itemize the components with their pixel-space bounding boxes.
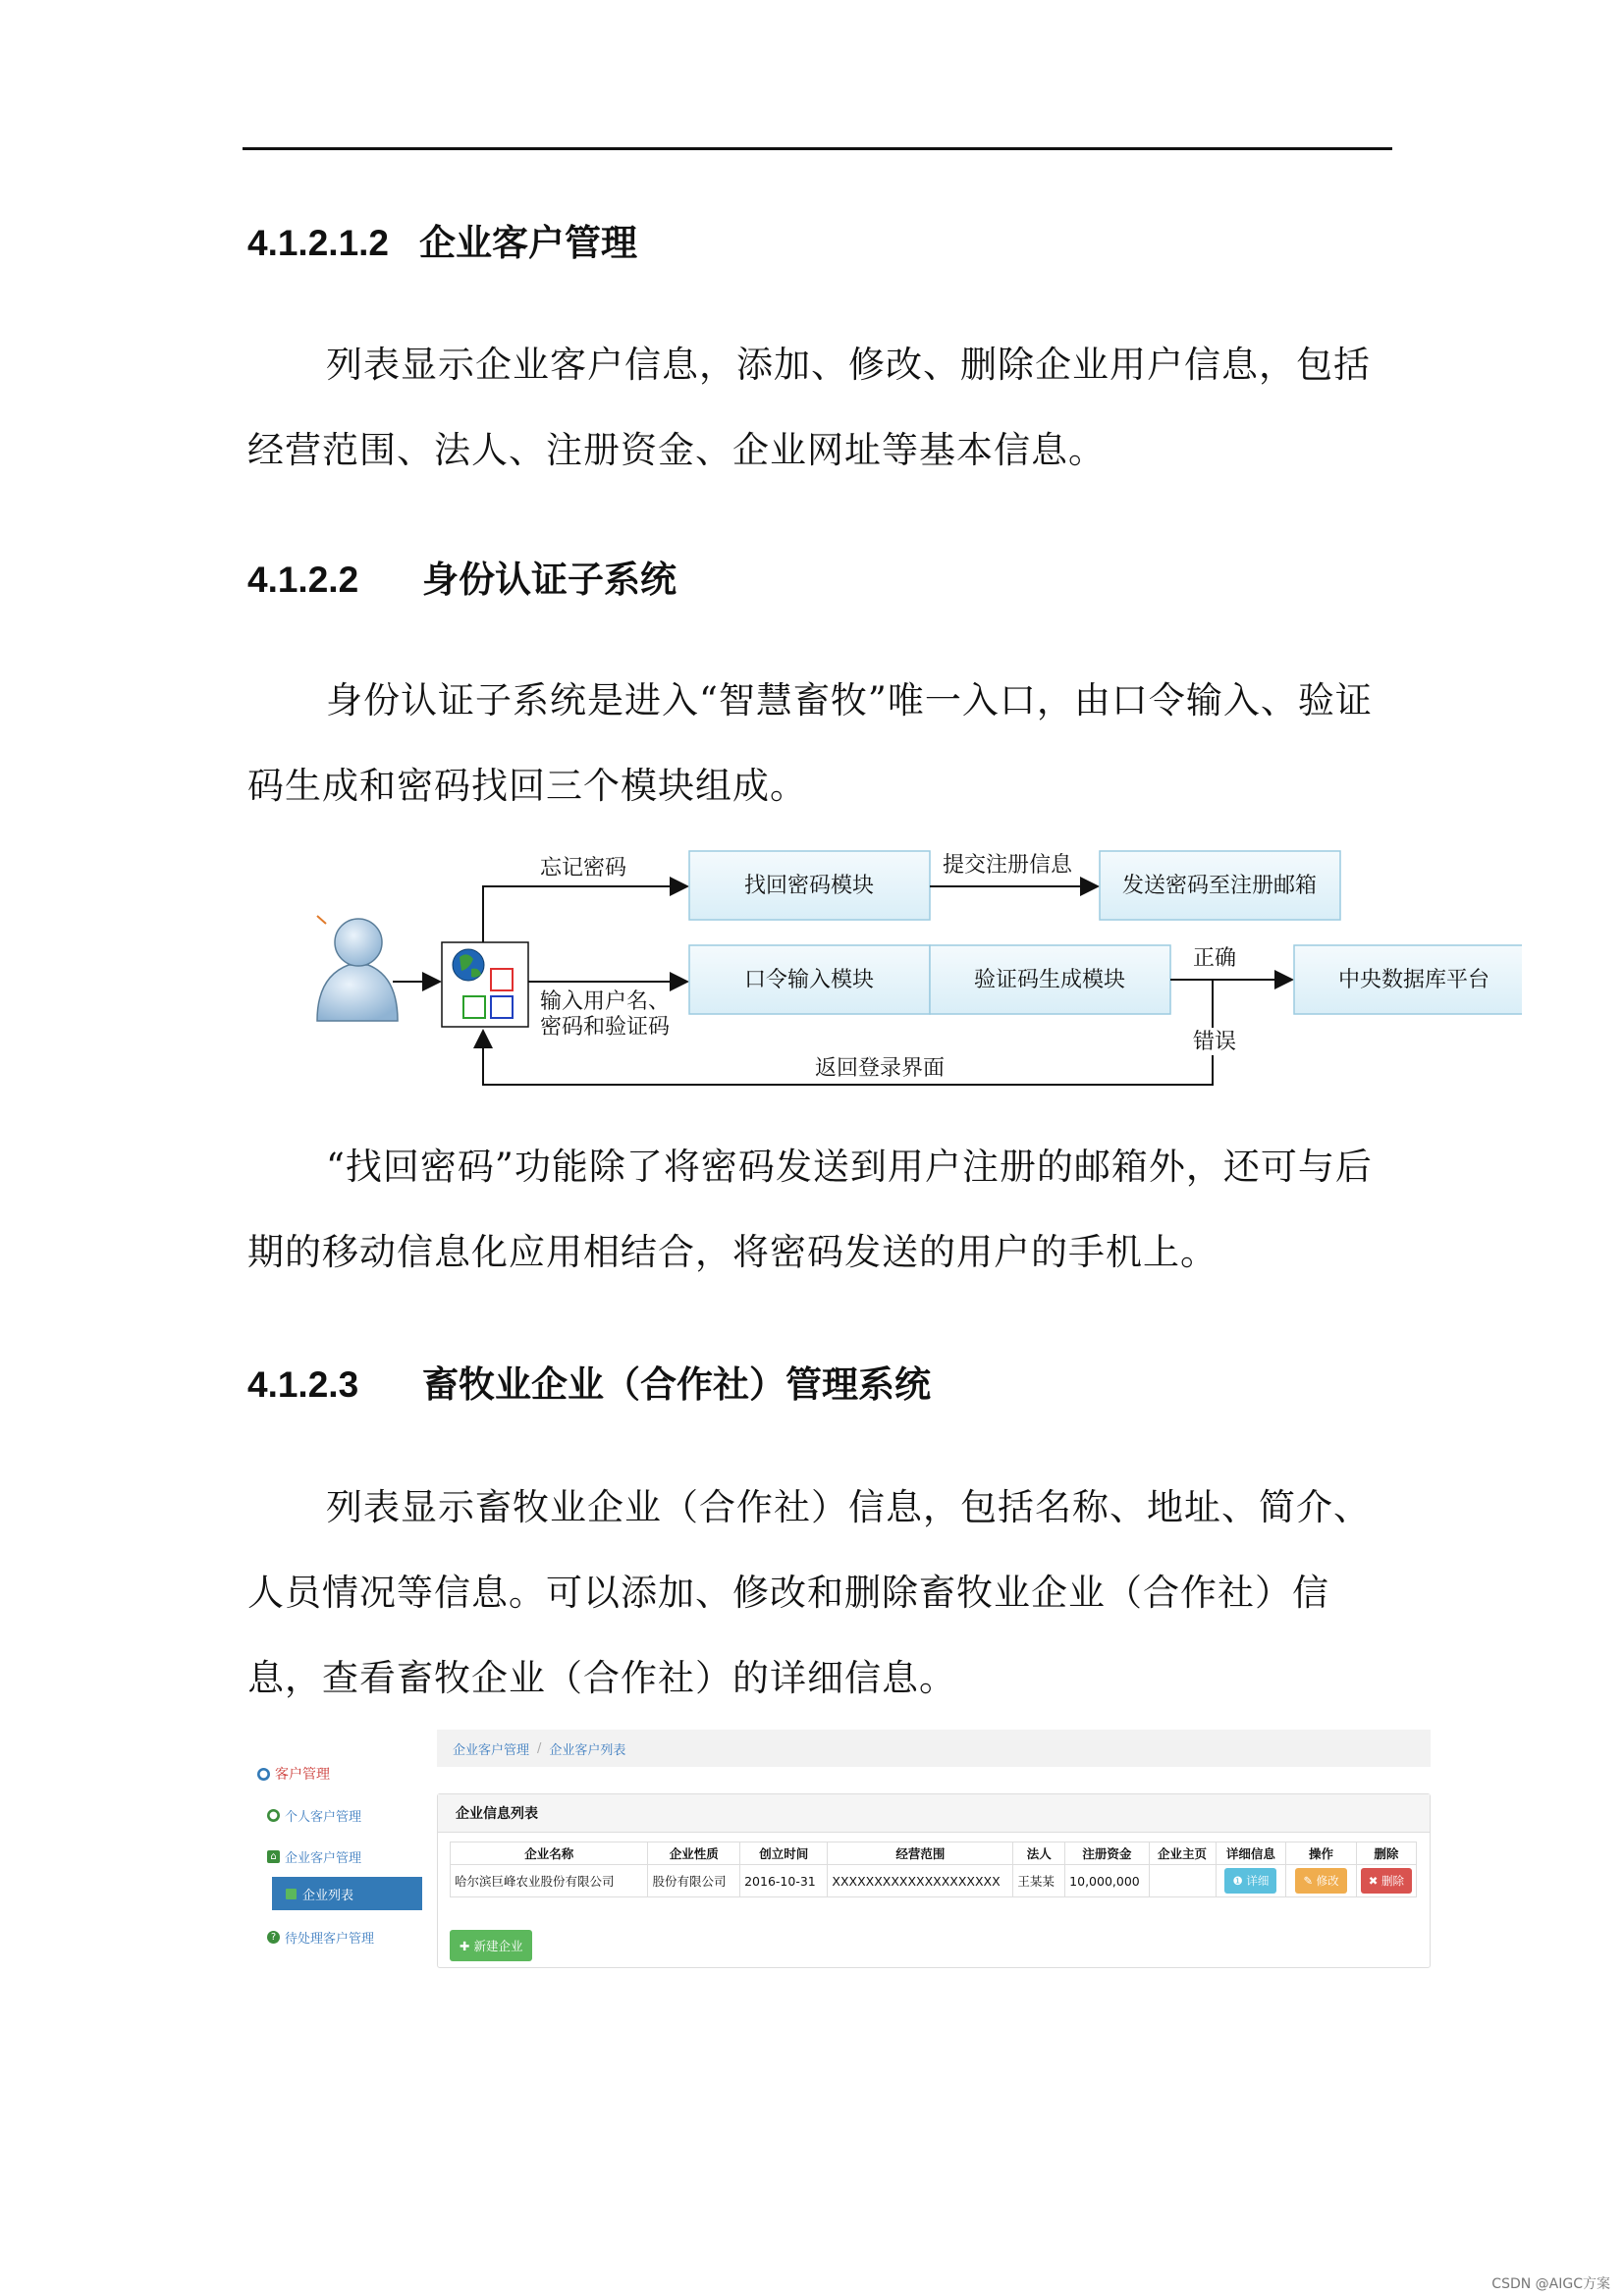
- footer-watermark: CSDN @AIGC方案: [1491, 2276, 1610, 2292]
- enterprise-management-screenshot: [247, 1730, 1431, 1970]
- sidebar-item-personal-customers[interactable]: ● 个人客户管理: [267, 1806, 361, 1825]
- question-icon: ?: [267, 1931, 280, 1944]
- cell-delete: [1356, 1865, 1416, 1897]
- enterprise-table: [450, 1842, 1417, 1897]
- paragraph-recover-password: “找回密码”功能除了将密码发送到用户注册的邮箱外，还可与后期的移动信息化应用相结合，将密码发送的用户的手机上。: [247, 1146, 1373, 1273]
- column-header: 法人: [1013, 1842, 1065, 1865]
- section-heading-enterprise-customers: 4.1.2.1.2 企业客户管理: [247, 221, 637, 264]
- label-captcha-module: 验证码生成模块: [973, 968, 1126, 992]
- sidebar-item-customer-management[interactable]: ● 客户管理: [257, 1764, 330, 1784]
- paragraph-livestock-enterprise: 列表显示畜牧业企业（合作社）信息，包括名称、地址、简介、人员情况等信息。可以添加、修改和删除畜牧业企业（合作社）信息，查看畜牧企业（合作社）的详细信息。: [247, 1486, 1371, 1699]
- column-header: 企业性质: [648, 1842, 740, 1865]
- column-header: 详细信息: [1216, 1842, 1286, 1865]
- breadcrumb: [437, 1730, 1431, 1767]
- sidebar-item-enterprise-list[interactable]: 企业列表: [272, 1877, 422, 1910]
- enterprise-list-panel: [437, 1793, 1431, 1968]
- table-row: [451, 1865, 1417, 1897]
- detail-button[interactable]: ❶ 详细: [1224, 1868, 1276, 1894]
- pencil-icon: ✎: [1303, 1874, 1317, 1888]
- label-forgot-password: 忘记密码: [540, 856, 627, 881]
- cell-date: 2016-10-31: [740, 1865, 828, 1897]
- paragraph-auth-subsystem: 身份认证子系统是进入“智慧畜牧”唯一入口，由口令输入、验证码生成和密码找回三个模块组成。: [247, 679, 1373, 807]
- label-submit-info: 提交注册信息: [943, 853, 1073, 878]
- sidebar: [247, 1730, 429, 1970]
- breadcrumb-item[interactable]: 企业客户列表: [549, 1742, 626, 1758]
- close-icon: ✖: [1368, 1874, 1381, 1888]
- breadcrumb-item[interactable]: 企业客户管理: [453, 1742, 530, 1758]
- label-correct: 正确: [1193, 946, 1237, 971]
- column-header: 企业主页: [1149, 1842, 1216, 1865]
- cell-name: 哈尔滨巨峰农业股份有限公司: [451, 1865, 648, 1897]
- edit-button[interactable]: ✎ 修改: [1295, 1868, 1346, 1894]
- info-icon: ❶: [1232, 1874, 1247, 1888]
- sidebar-item-pending-customers[interactable]: ? 待处理客户管理: [267, 1928, 374, 1947]
- section-heading-auth-subsystem: 4.1.2.2 身份认证子系统: [247, 558, 677, 601]
- cell-scope: XXXXXXXXXXXXXXXXXXXX: [828, 1865, 1013, 1897]
- user-icon: ●: [257, 1768, 270, 1781]
- label-send-to-email: 发送密码至注册邮箱: [1121, 874, 1318, 898]
- panel-title: 企业信息列表: [438, 1794, 1430, 1833]
- column-header: 注册资金: [1065, 1842, 1149, 1865]
- column-header: 删除: [1356, 1842, 1416, 1865]
- table-header-row: [451, 1842, 1417, 1865]
- list-icon: [286, 1889, 297, 1899]
- breadcrumb-separator: /: [537, 1740, 542, 1756]
- home-icon: ⌂: [267, 1850, 280, 1863]
- label-return-login: 返回登录界面: [815, 1056, 946, 1081]
- user-icon: [317, 916, 398, 1021]
- user-icon: ●: [267, 1809, 280, 1822]
- label-error: 错误: [1193, 1030, 1237, 1054]
- cell-homepage: [1149, 1865, 1216, 1897]
- cell-capital: 10,000,000: [1065, 1865, 1149, 1897]
- column-header: 企业名称: [451, 1842, 648, 1865]
- auth-flow-diagram: [304, 839, 1522, 1109]
- delete-button[interactable]: ✖ 删除: [1361, 1868, 1412, 1894]
- new-enterprise-button[interactable]: ✚ 新建企业: [450, 1930, 532, 1961]
- label-password-module: 口令输入模块: [743, 968, 875, 992]
- label-recover-module: 找回密码模块: [743, 874, 875, 898]
- section-heading-livestock-enterprise: 4.1.2.3 畜牧业企业（合作社）管理系统: [247, 1362, 931, 1406]
- cell-edit: [1286, 1865, 1356, 1897]
- label-input-line2: 密码和验证码: [540, 1015, 671, 1040]
- column-header: 操作: [1286, 1842, 1356, 1865]
- header-rule: [243, 147, 1392, 150]
- sidebar-item-enterprise-customers[interactable]: ⌂ 企业客户管理: [267, 1847, 361, 1866]
- column-header: 创立时间: [740, 1842, 828, 1865]
- label-database: 中央数据库平台: [1337, 968, 1490, 992]
- plus-icon: ✚: [460, 1939, 474, 1953]
- label-input-line1: 输入用户名、: [540, 989, 671, 1014]
- cell-type: 股份有限公司: [648, 1865, 740, 1897]
- paragraph-enterprise-customers: 列表显示企业客户信息，添加、修改、删除企业用户信息，包括经营范围、法人、注册资金、企业网址等基本信息。: [247, 344, 1371, 471]
- login-window-icon: [442, 942, 528, 1027]
- main-content: [437, 1730, 1431, 1970]
- cell-detail: [1216, 1865, 1286, 1897]
- cell-legal: 王某某: [1013, 1865, 1065, 1897]
- arrow-forgot-password: [483, 886, 687, 942]
- column-header: 经营范围: [828, 1842, 1013, 1865]
